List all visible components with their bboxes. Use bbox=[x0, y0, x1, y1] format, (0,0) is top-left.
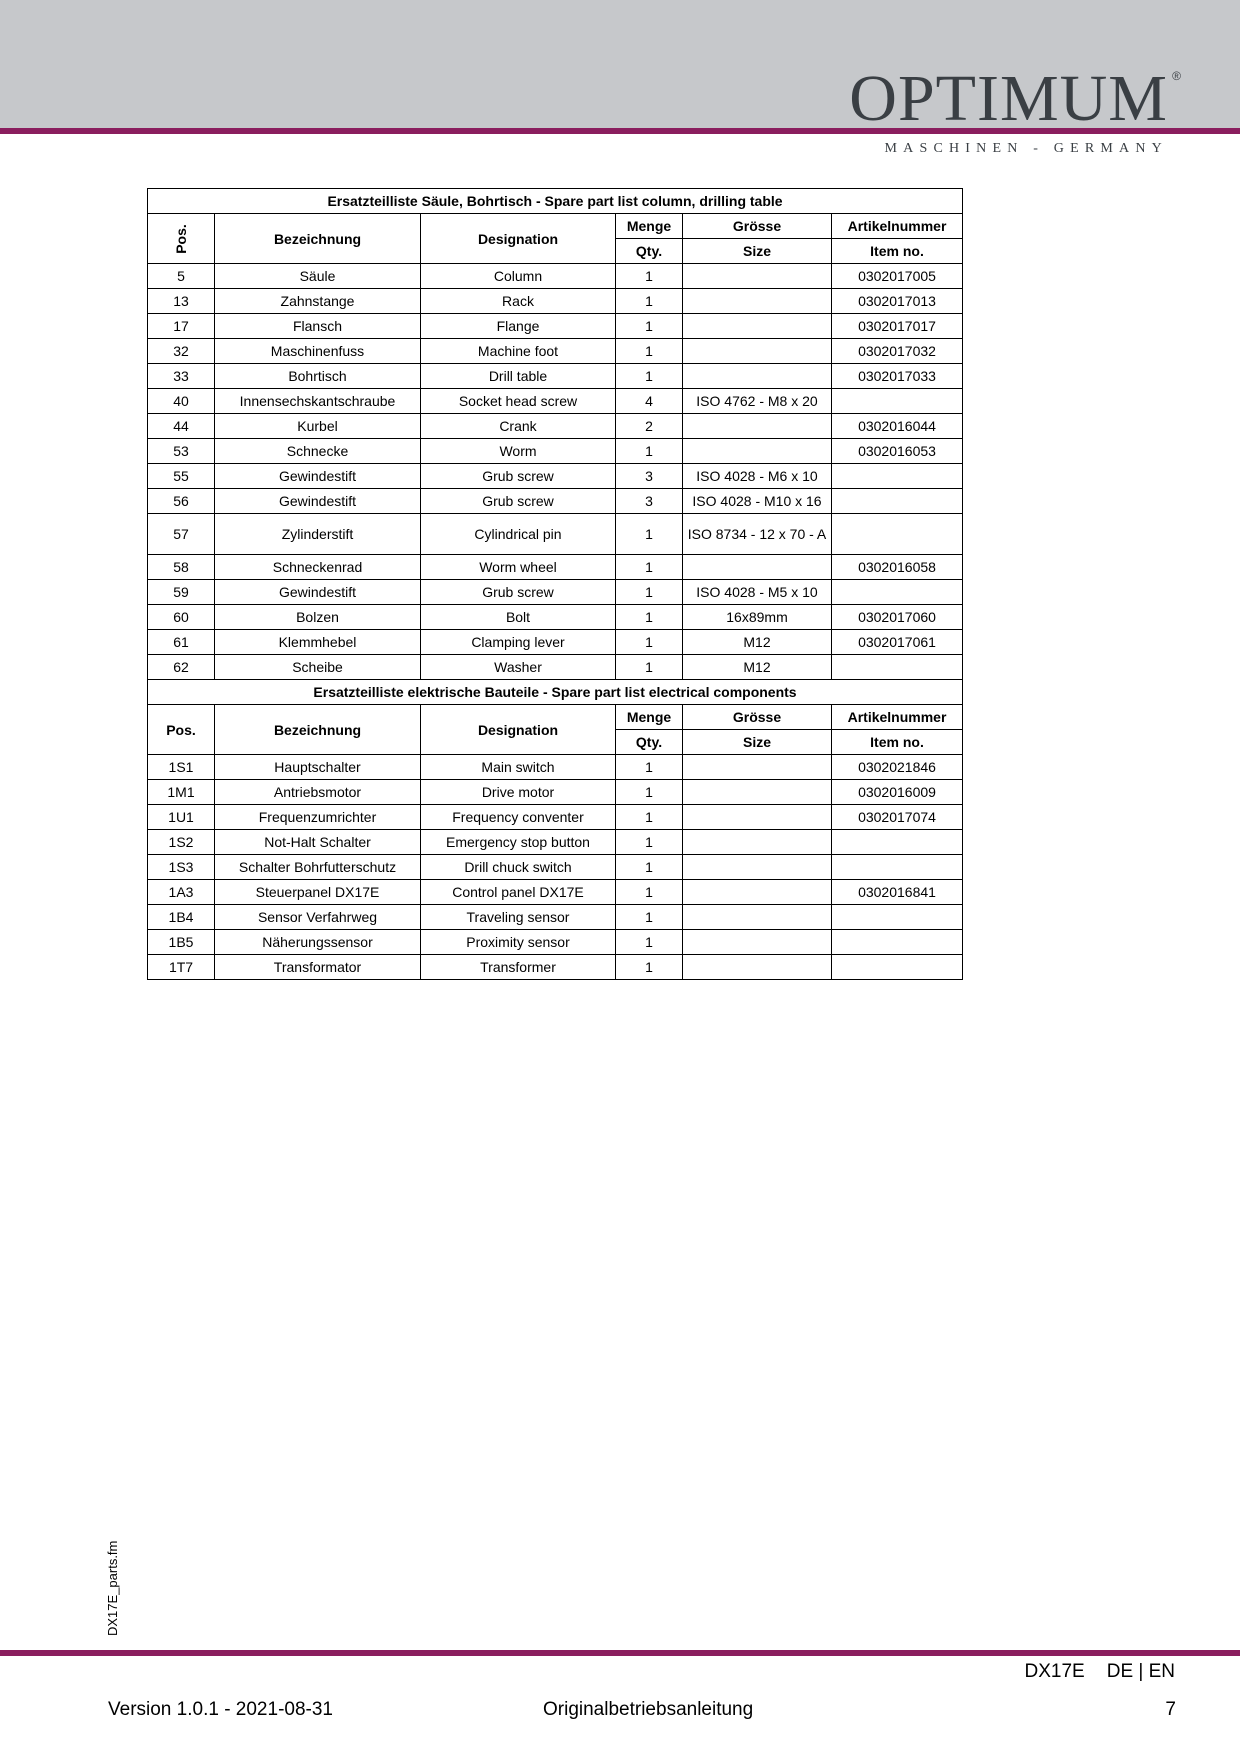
table1-title: Ersatzteilliste Säule, Bohrtisch - Spare part list column, drilling table bbox=[148, 189, 963, 214]
qty-cell: 1 bbox=[616, 514, 683, 555]
item-no-cell: 0302017032 bbox=[832, 339, 963, 364]
table-row bbox=[148, 580, 963, 605]
col-header-item-no: Item no. bbox=[832, 239, 963, 264]
designation-cell: Grub screw bbox=[421, 580, 616, 605]
bezeichnung-cell: Bohrtisch bbox=[215, 364, 421, 389]
page-number: 7 bbox=[1165, 1699, 1176, 1720]
col-header-designation: Designation bbox=[421, 214, 616, 264]
bezeichnung-cell: Gewindestift bbox=[215, 464, 421, 489]
designation-cell: Emergency stop button bbox=[421, 830, 616, 855]
designation-cell: Grub screw bbox=[421, 489, 616, 514]
pos-cell: 60 bbox=[148, 605, 215, 630]
item-no-cell: 0302017074 bbox=[832, 805, 963, 830]
qty-cell: 1 bbox=[616, 780, 683, 805]
qty-cell: 1 bbox=[616, 630, 683, 655]
designation-cell: Main switch bbox=[421, 755, 616, 780]
table-row bbox=[148, 955, 963, 980]
brand-tagline: MASCHINEN - GERMANY bbox=[884, 141, 1168, 156]
bezeichnung-cell: Flansch bbox=[215, 314, 421, 339]
col-header-bezeichnung: Bezeichnung bbox=[215, 705, 421, 755]
bezeichnung-cell: Frequenzumrichter bbox=[215, 805, 421, 830]
table-row bbox=[148, 805, 963, 830]
col-header-item-no: Item no. bbox=[832, 730, 963, 755]
qty-cell: 1 bbox=[616, 955, 683, 980]
item-no-cell bbox=[832, 955, 963, 980]
table-row bbox=[148, 880, 963, 905]
registered-mark: ® bbox=[1172, 69, 1182, 83]
designation-cell: Washer bbox=[421, 655, 616, 680]
designation-cell: Grub screw bbox=[421, 464, 616, 489]
bezeichnung-cell: Antriebsmotor bbox=[215, 780, 421, 805]
pos-cell: 17 bbox=[148, 314, 215, 339]
item-no-cell bbox=[832, 389, 963, 414]
pos-cell: 1S3 bbox=[148, 855, 215, 880]
bezeichnung-cell: Sensor Verfahrweg bbox=[215, 905, 421, 930]
table-row bbox=[148, 855, 963, 880]
pos-cell: 59 bbox=[148, 580, 215, 605]
qty-cell: 1 bbox=[616, 314, 683, 339]
table-row bbox=[148, 514, 963, 555]
size-cell bbox=[683, 905, 832, 930]
col-header-size: Size bbox=[683, 730, 832, 755]
col-header-groesse: Grösse bbox=[683, 705, 832, 730]
table-row bbox=[148, 439, 963, 464]
qty-cell: 1 bbox=[616, 289, 683, 314]
bezeichnung-cell: Säule bbox=[215, 264, 421, 289]
table-row bbox=[148, 264, 963, 289]
pos-cell: 1A3 bbox=[148, 880, 215, 905]
table-row bbox=[148, 314, 963, 339]
designation-cell: Transformer bbox=[421, 955, 616, 980]
table-row bbox=[148, 389, 963, 414]
pos-cell: 1B4 bbox=[148, 905, 215, 930]
item-no-cell bbox=[832, 514, 963, 555]
bezeichnung-cell: Not-Halt Schalter bbox=[215, 830, 421, 855]
qty-cell: 1 bbox=[616, 364, 683, 389]
bezeichnung-cell: Bolzen bbox=[215, 605, 421, 630]
footer-doc-title: Originalbetriebsanleitung bbox=[543, 1699, 754, 1720]
item-no-cell: 0302021846 bbox=[832, 755, 963, 780]
size-cell bbox=[683, 855, 832, 880]
bezeichnung-cell: Hauptschalter bbox=[215, 755, 421, 780]
col-header-pos: Pos. bbox=[148, 705, 215, 755]
qty-cell: 1 bbox=[616, 605, 683, 630]
table2-header-row bbox=[148, 705, 963, 730]
model-name: DX17E bbox=[1024, 1661, 1085, 1682]
designation-cell: Flange bbox=[421, 314, 616, 339]
table-row bbox=[148, 830, 963, 855]
bezeichnung-cell: Kurbel bbox=[215, 414, 421, 439]
size-cell bbox=[683, 755, 832, 780]
item-no-cell: 0302016009 bbox=[832, 780, 963, 805]
designation-cell: Socket head screw bbox=[421, 389, 616, 414]
table2-title-row bbox=[148, 680, 963, 705]
pos-cell: 32 bbox=[148, 339, 215, 364]
bezeichnung-cell: Schnecke bbox=[215, 439, 421, 464]
qty-cell: 1 bbox=[616, 855, 683, 880]
size-cell bbox=[683, 339, 832, 364]
col-header-qty: Qty. bbox=[616, 730, 683, 755]
table-row bbox=[148, 630, 963, 655]
item-no-cell bbox=[832, 830, 963, 855]
designation-cell: Cylindrical pin bbox=[421, 514, 616, 555]
designation-cell: Column bbox=[421, 264, 616, 289]
footer-accent-rule bbox=[0, 1650, 1240, 1656]
qty-cell: 4 bbox=[616, 389, 683, 414]
designation-cell: Clamping lever bbox=[421, 630, 616, 655]
qty-cell: 2 bbox=[616, 414, 683, 439]
table-row bbox=[148, 289, 963, 314]
table1-header-row bbox=[148, 214, 963, 239]
qty-cell: 1 bbox=[616, 880, 683, 905]
qty-cell: 1 bbox=[616, 264, 683, 289]
qty-cell: 1 bbox=[616, 555, 683, 580]
bezeichnung-cell: Schneckenrad bbox=[215, 555, 421, 580]
pos-cell: 1S2 bbox=[148, 830, 215, 855]
item-no-cell: 0302017061 bbox=[832, 630, 963, 655]
size-cell: M12 bbox=[683, 630, 832, 655]
designation-cell: Crank bbox=[421, 414, 616, 439]
item-no-cell bbox=[832, 930, 963, 955]
size-cell bbox=[683, 805, 832, 830]
pos-cell: 13 bbox=[148, 289, 215, 314]
qty-cell: 1 bbox=[616, 805, 683, 830]
spare-parts-table bbox=[147, 188, 963, 980]
pos-cell: 1S1 bbox=[148, 755, 215, 780]
bezeichnung-cell: Gewindestift bbox=[215, 489, 421, 514]
pos-cell: 44 bbox=[148, 414, 215, 439]
bezeichnung-cell: Schalter Bohrfutterschutz bbox=[215, 855, 421, 880]
bezeichnung-cell: Gewindestift bbox=[215, 580, 421, 605]
item-no-cell bbox=[832, 855, 963, 880]
col-header-pos: Pos. bbox=[148, 214, 215, 264]
col-header-menge: Menge bbox=[616, 705, 683, 730]
size-cell bbox=[683, 364, 832, 389]
source-file-label: DX17E_parts.fm bbox=[105, 1540, 120, 1636]
qty-cell: 1 bbox=[616, 755, 683, 780]
item-no-cell: 0302017017 bbox=[832, 314, 963, 339]
size-cell bbox=[683, 264, 832, 289]
pos-cell: 56 bbox=[148, 489, 215, 514]
size-cell bbox=[683, 289, 832, 314]
qty-cell: 1 bbox=[616, 580, 683, 605]
item-no-cell: 0302017060 bbox=[832, 605, 963, 630]
table-row bbox=[148, 555, 963, 580]
size-cell bbox=[683, 880, 832, 905]
table-row bbox=[148, 364, 963, 389]
bezeichnung-cell: Klemmhebel bbox=[215, 630, 421, 655]
size-cell: ISO 8734 - 12 x 70 - A bbox=[683, 514, 832, 555]
bezeichnung-cell: Zylinderstift bbox=[215, 514, 421, 555]
bezeichnung-cell: Steuerpanel DX17E bbox=[215, 880, 421, 905]
designation-cell: Rack bbox=[421, 289, 616, 314]
pos-cell: 1M1 bbox=[148, 780, 215, 805]
qty-cell: 1 bbox=[616, 930, 683, 955]
brand-name: OPTIMUM bbox=[849, 62, 1168, 135]
bezeichnung-cell: Zahnstange bbox=[215, 289, 421, 314]
table-row bbox=[148, 339, 963, 364]
item-no-cell: 0302016058 bbox=[832, 555, 963, 580]
qty-cell: 1 bbox=[616, 439, 683, 464]
qty-cell: 3 bbox=[616, 464, 683, 489]
item-no-cell: 0302016044 bbox=[832, 414, 963, 439]
pos-cell: 1B5 bbox=[148, 930, 215, 955]
designation-cell: Frequency conventer bbox=[421, 805, 616, 830]
pos-cell: 62 bbox=[148, 655, 215, 680]
size-cell: ISO 4028 - M5 x 10 bbox=[683, 580, 832, 605]
footer-model bbox=[1025, 1660, 1175, 1684]
table-row bbox=[148, 605, 963, 630]
designation-cell: Bolt bbox=[421, 605, 616, 630]
qty-cell: 1 bbox=[616, 830, 683, 855]
item-no-cell bbox=[832, 655, 963, 680]
pos-cell: 58 bbox=[148, 555, 215, 580]
size-cell bbox=[683, 930, 832, 955]
designation-cell: Drive motor bbox=[421, 780, 616, 805]
designation-cell: Worm wheel bbox=[421, 555, 616, 580]
item-no-cell: 0302017005 bbox=[832, 264, 963, 289]
table-row bbox=[148, 905, 963, 930]
pos-cell: 5 bbox=[148, 264, 215, 289]
designation-cell: Control panel DX17E bbox=[421, 880, 616, 905]
table-row bbox=[148, 655, 963, 680]
bezeichnung-cell: Transformator bbox=[215, 955, 421, 980]
item-no-cell bbox=[832, 464, 963, 489]
size-cell bbox=[683, 439, 832, 464]
size-cell bbox=[683, 955, 832, 980]
pos-cell: 33 bbox=[148, 364, 215, 389]
col-header-size: Size bbox=[683, 239, 832, 264]
item-no-cell: 0302016841 bbox=[832, 880, 963, 905]
size-cell bbox=[683, 314, 832, 339]
pos-cell: 53 bbox=[148, 439, 215, 464]
item-no-cell: 0302016053 bbox=[832, 439, 963, 464]
item-no-cell: 0302017013 bbox=[832, 289, 963, 314]
language-codes: DE | EN bbox=[1106, 1661, 1175, 1682]
pos-cell: 61 bbox=[148, 630, 215, 655]
col-header-artikelnummer: Artikelnummer bbox=[832, 214, 963, 239]
pos-cell: 55 bbox=[148, 464, 215, 489]
qty-cell: 1 bbox=[616, 655, 683, 680]
col-header-menge: Menge bbox=[616, 214, 683, 239]
size-cell bbox=[683, 414, 832, 439]
table2-title: Ersatzteilliste elektrische Bauteile - Spare part list electrical components bbox=[148, 680, 963, 705]
size-cell: 16x89mm bbox=[683, 605, 832, 630]
item-no-cell bbox=[832, 489, 963, 514]
designation-cell: Traveling sensor bbox=[421, 905, 616, 930]
table1-title-row bbox=[148, 189, 963, 214]
size-cell: M12 bbox=[683, 655, 832, 680]
item-no-cell bbox=[832, 580, 963, 605]
table-row bbox=[148, 489, 963, 514]
size-cell bbox=[683, 780, 832, 805]
bezeichnung-cell: Maschinenfuss bbox=[215, 339, 421, 364]
pos-cell: 40 bbox=[148, 389, 215, 414]
col-header-bezeichnung: Bezeichnung bbox=[215, 214, 421, 264]
qty-cell: 3 bbox=[616, 489, 683, 514]
item-no-cell: 0302017033 bbox=[832, 364, 963, 389]
bezeichnung-cell: Innensechskantschraube bbox=[215, 389, 421, 414]
table-row bbox=[148, 464, 963, 489]
designation-cell: Worm bbox=[421, 439, 616, 464]
size-cell bbox=[683, 555, 832, 580]
size-cell: ISO 4762 - M8 x 20 bbox=[683, 389, 832, 414]
bezeichnung-cell: Scheibe bbox=[215, 655, 421, 680]
brand-logo bbox=[808, 62, 1182, 135]
size-cell: ISO 4028 - M6 x 10 bbox=[683, 464, 832, 489]
brand-wordmark bbox=[849, 62, 1182, 135]
pos-cell: 1T7 bbox=[148, 955, 215, 980]
table-row bbox=[148, 780, 963, 805]
designation-cell: Drill chuck switch bbox=[421, 855, 616, 880]
pos-cell: 1U1 bbox=[148, 805, 215, 830]
size-cell bbox=[683, 830, 832, 855]
item-no-cell bbox=[832, 905, 963, 930]
bezeichnung-cell: Näherungssensor bbox=[215, 930, 421, 955]
qty-cell: 1 bbox=[616, 905, 683, 930]
table-row bbox=[148, 414, 963, 439]
footer-version: Version 1.0.1 - 2021-08-31 bbox=[108, 1699, 333, 1720]
col-header-groesse: Grösse bbox=[683, 214, 832, 239]
designation-cell: Machine foot bbox=[421, 339, 616, 364]
designation-cell: Drill table bbox=[421, 364, 616, 389]
designation-cell: Proximity sensor bbox=[421, 930, 616, 955]
size-cell: ISO 4028 - M10 x 16 bbox=[683, 489, 832, 514]
col-header-designation: Designation bbox=[421, 705, 616, 755]
qty-cell: 1 bbox=[616, 339, 683, 364]
col-header-qty: Qty. bbox=[616, 239, 683, 264]
table-row bbox=[148, 930, 963, 955]
col-header-artikelnummer: Artikelnummer bbox=[832, 705, 963, 730]
pos-cell: 57 bbox=[148, 514, 215, 555]
table-row bbox=[148, 755, 963, 780]
